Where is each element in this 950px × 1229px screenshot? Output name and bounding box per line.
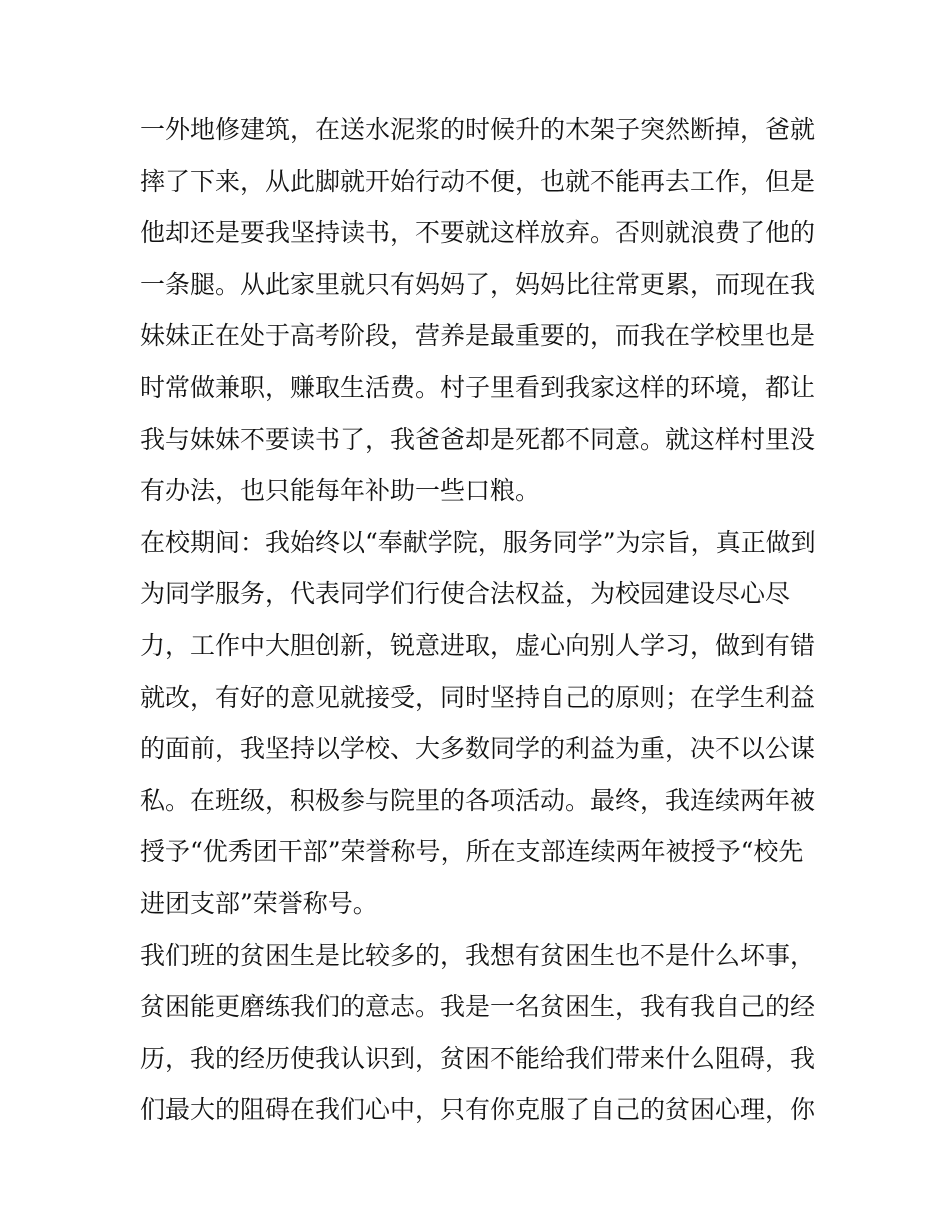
text-line: 力，工作中大胆创新，锐意进取，虚心向别人学习，做到有错 <box>140 630 816 660</box>
text-line: 时常做兼职，赚取生活费。村子里看到我家这样的环境，都让 <box>140 372 816 402</box>
text-line: 我与妹妹不要读书了，我爸爸却是死都不同意。就这样村里没 <box>140 424 816 454</box>
text-line: 授予“优秀团干部”荣誉称号，所在支部连续两年被授予“校先 <box>140 837 804 867</box>
body-text <box>140 104 820 1136</box>
text-line: 有办法，也只能每年补助一些口粮。 <box>140 476 541 506</box>
text-line: 就改，有好的意见就接受，同时坚持自己的原则；在学生利益 <box>140 682 816 712</box>
text-line: 历，我的经历使我认识到，贫困不能给我们带来什么阻碍，我 <box>140 1043 816 1073</box>
text-line: 贫困能更磨练我们的意志。我是一名贫困生，我有我自己的经 <box>140 992 816 1022</box>
text-line: 摔了下来，从此脚就开始行动不便，也就不能再去工作，但是 <box>140 166 816 196</box>
text-line: 他却还是要我坚持读书，不要就这样放弃。否则就浪费了他的 <box>140 218 816 248</box>
text-line: 进团支部”荣誉称号。 <box>140 888 378 918</box>
text-line: 一条腿。从此家里就只有妈妈了，妈妈比往常更累，而现在我 <box>140 269 816 299</box>
text-line: 在校期间：我始终以“奉献学院，服务同学”为宗旨，真正做到 <box>140 527 816 557</box>
text-line: 我们班的贫困生是比较多的，我想有贫困生也不是什么坏事， <box>140 940 816 970</box>
text-line: 们最大的阻碍在我们心中，只有你克服了自己的贫困心理，你 <box>140 1095 816 1125</box>
text-line: 私。在班级，积极参与院里的各项活动。最终，我连续两年被 <box>140 785 816 815</box>
text-line: 妹妹正在处于高考阶段，营养是最重要的，而我在学校里也是 <box>140 321 816 351</box>
text-line: 为同学服务，代表同学们行使合法权益，为校园建设尽心尽 <box>140 579 791 609</box>
text-line: 的面前，我坚持以学校、大多数同学的利益为重，决不以公谋 <box>140 734 816 764</box>
text-line: 一外地修建筑，在送水泥浆的时候升的木架子突然断掉，爸就 <box>140 115 816 144</box>
